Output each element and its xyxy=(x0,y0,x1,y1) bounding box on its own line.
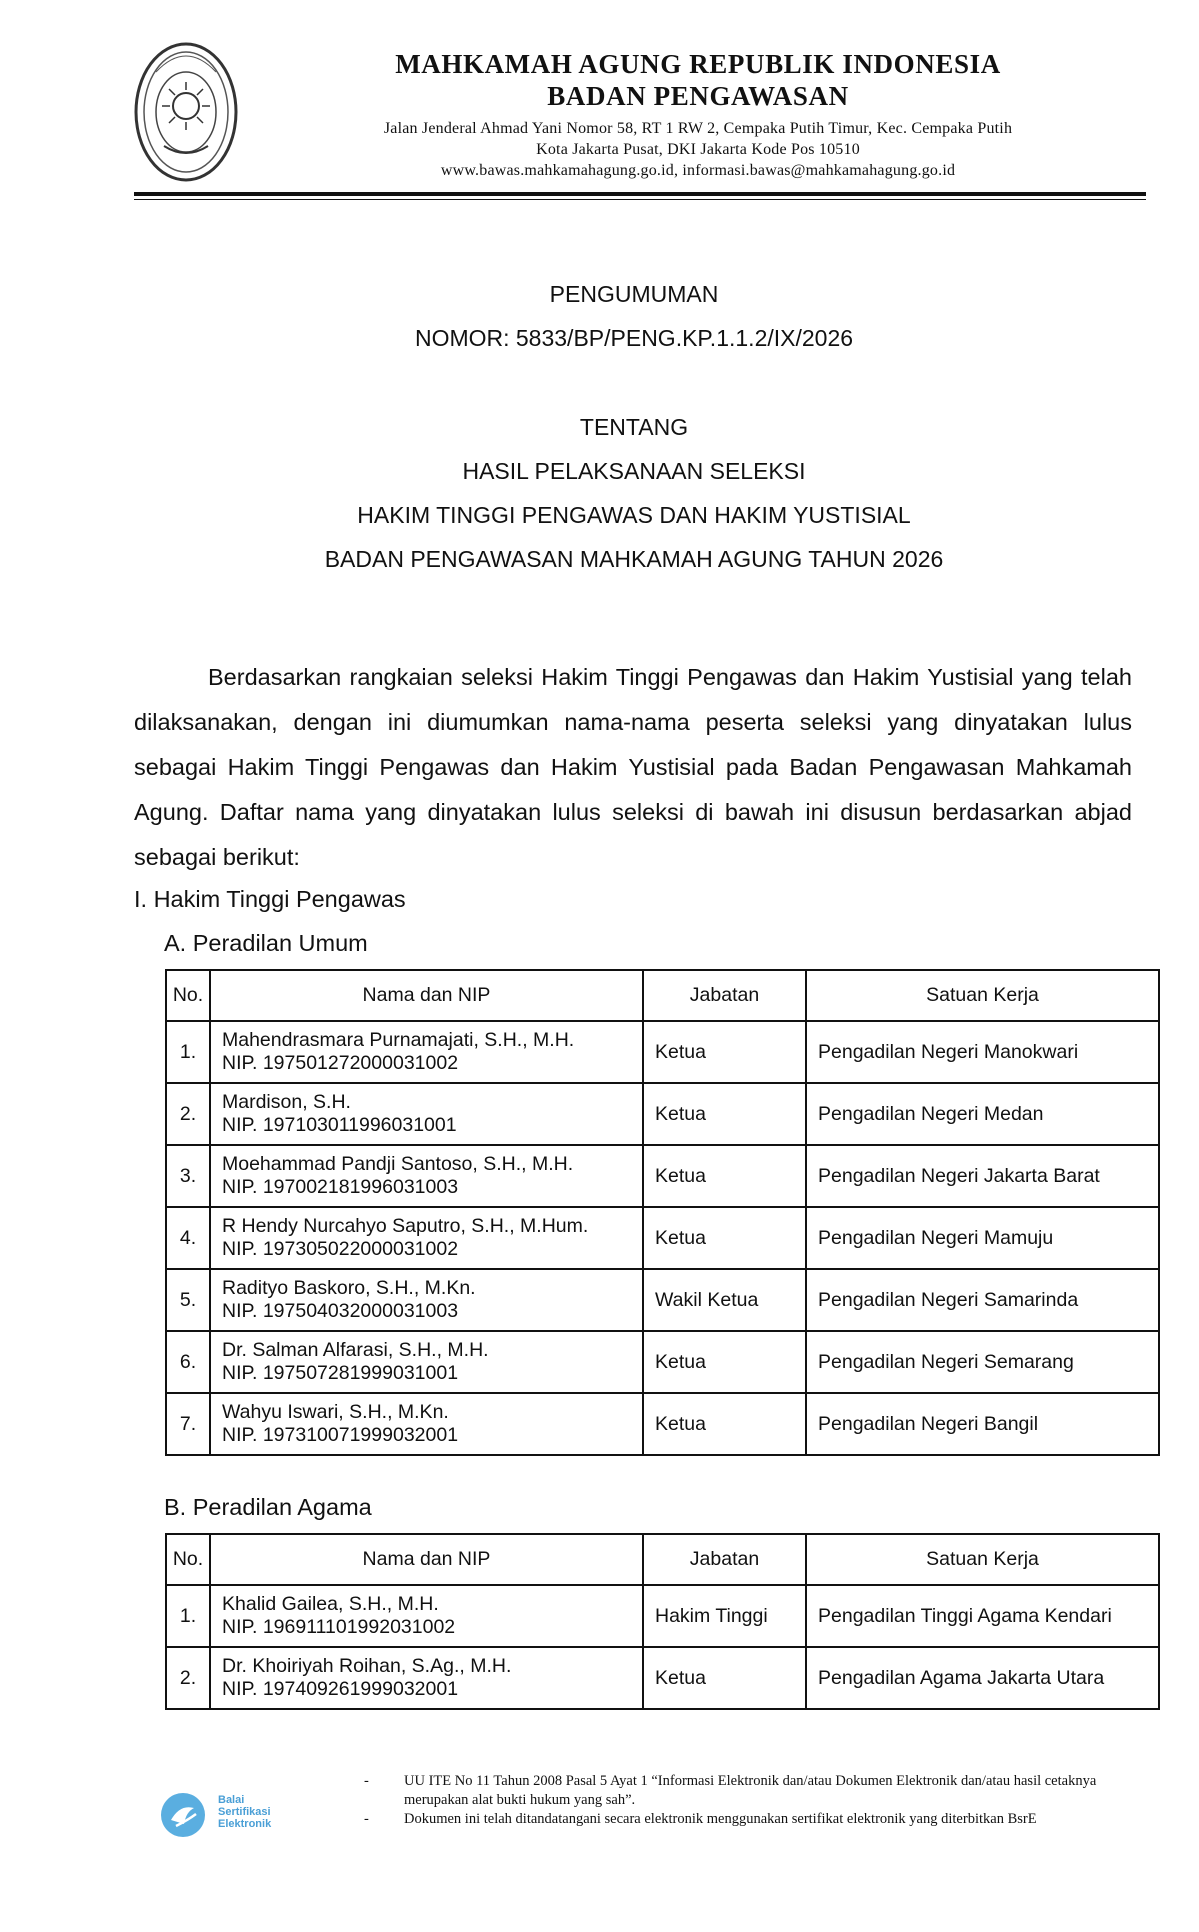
cell-nama-nip-text: Wahyu Iswari, S.H., M.Kn. xyxy=(222,1401,449,1423)
cell-nip-text: NIP. 197310071999032001 xyxy=(222,1424,459,1446)
cell-no-text: 7. xyxy=(179,1412,197,1435)
cell-no-text: 6. xyxy=(179,1350,197,1373)
subject-line-3: BADAN PENGAWASAN MAHKAMAH AGUNG TAHUN 2026 xyxy=(324,546,944,572)
table-header-row xyxy=(166,970,1159,1021)
cell-nip-text: NIP. 197305022000031002 xyxy=(222,1238,459,1260)
cell-jabatan xyxy=(643,1331,806,1393)
cell-nama-nip-text: Dr. Khoiriyah Roihan, S.Ag., M.H. xyxy=(222,1655,512,1677)
cell-nama-nip-text: R Hendy Nurcahyo Saputro, S.H., M.Hum. xyxy=(222,1215,589,1237)
bsre-text-line-1: Balai xyxy=(218,1794,245,1806)
cell-nama-nip xyxy=(210,1647,643,1709)
cell-nip-text: NIP. 197507281999031001 xyxy=(222,1362,459,1384)
cell-nip-text: NIP. 196911101992031002 xyxy=(222,1616,456,1638)
cell-jabatan-text: Ketua xyxy=(655,1226,706,1249)
subject-line-1: HASIL PELAKSANAAN SELEKSI xyxy=(462,458,806,484)
header-satuan: Satuan Kerja xyxy=(806,970,1159,1021)
letterhead-text xyxy=(250,48,1146,181)
cell-no xyxy=(166,1647,210,1709)
cell-satuan-kerja-text: Pengadilan Negeri Bangil xyxy=(818,1412,1039,1435)
cell-no xyxy=(166,1393,210,1455)
cell-no xyxy=(166,1269,210,1331)
cell-nama-nip-text: Khalid Gailea, S.H., M.H. xyxy=(222,1593,439,1615)
address-line-2: Kota Jakarta Pusat, DKI Jakarta Kode Pos 10510 xyxy=(536,141,860,158)
cell-jabatan-text: Wakil Ketua xyxy=(655,1288,759,1311)
letterhead-rule-thin xyxy=(134,199,1146,200)
cell-jabatan-text: Ketua xyxy=(655,1666,706,1689)
cell-jabatan-text: Hakim Tinggi xyxy=(655,1604,768,1627)
footer-note-1-text: UU ITE No 11 Tahun 2008 Pasal 5 Ayat 1 “Informasi Elektronik dan/atau Dokumen Elektronik dan/atau hasil cetaknya merupakan alat bukti hukum yang sah”. xyxy=(404,1773,1097,1808)
cell-nip-text: NIP. 197501272000031002 xyxy=(222,1052,459,1074)
cell-nama-nip-text: Radityo Baskoro, S.H., M.Kn. xyxy=(222,1277,476,1299)
cell-jabatan-text: Ketua xyxy=(655,1040,706,1063)
cell-nip-text: NIP. 197504032000031003 xyxy=(222,1300,459,1322)
header-satuan: Satuan Kerja xyxy=(806,1534,1159,1585)
table-peradilan-agama xyxy=(165,1533,1160,1710)
cell-jabatan xyxy=(643,1021,806,1083)
cell-jabatan xyxy=(643,1145,806,1207)
cell-satuan-kerja xyxy=(806,1585,1159,1647)
cell-nip-text: NIP. 197103011996031001 xyxy=(222,1114,457,1136)
cell-satuan-kerja xyxy=(806,1145,1159,1207)
cell-jabatan xyxy=(643,1585,806,1647)
cell-nip-text: NIP. 197002181996031003 xyxy=(222,1176,459,1198)
cell-jabatan-text: Ketua xyxy=(655,1350,706,1373)
cell-satuan-kerja xyxy=(806,1021,1159,1083)
cell-satuan-kerja xyxy=(806,1083,1159,1145)
table-row xyxy=(166,1647,1159,1709)
table-a-body xyxy=(166,1021,1159,1455)
footer-note-2-text: Dokumen ini telah ditandatangani secara elektronik menggunakan sertifikat elektronik yang diterbitkan BsrE xyxy=(404,1811,1037,1827)
institution-title: MAHKAMAH AGUNG REPUBLIK INDONESIA xyxy=(395,49,1001,79)
section-heading-I: I. Hakim Tinggi Pengawas xyxy=(134,886,406,912)
mahkamah-agung-seal-icon xyxy=(134,42,238,182)
table-row xyxy=(166,1145,1159,1207)
address-line-1: Jalan Jenderal Ahmad Yani Nomor 58, RT 1 RW 2, Cempaka Putih Timur, Kec. Cempaka Putih xyxy=(383,120,1013,137)
header-nama: Nama dan NIP xyxy=(210,1534,643,1585)
cell-no xyxy=(166,1207,210,1269)
cell-nama-nip xyxy=(210,1207,643,1269)
footer-note-1 xyxy=(360,1772,1120,1810)
table-row xyxy=(166,1585,1159,1647)
table-row xyxy=(166,1269,1159,1331)
cell-nama-nip xyxy=(210,1269,643,1331)
cell-jabatan xyxy=(643,1393,806,1455)
contact-line: www.bawas.mahkamahagung.go.id, informasi.bawas@mahkamahagung.go.id xyxy=(440,162,956,179)
cell-satuan-kerja-text: Pengadilan Negeri Jakarta Barat xyxy=(818,1164,1100,1187)
table-row xyxy=(166,1021,1159,1083)
footer-dash: - xyxy=(364,1811,369,1827)
cell-no-text: 4. xyxy=(179,1226,197,1249)
cell-nama-nip xyxy=(210,1021,643,1083)
letterhead-rule-thick xyxy=(134,192,1146,196)
header-jabatan: Jabatan xyxy=(643,1534,806,1585)
cell-nama-nip xyxy=(210,1393,643,1455)
header-jabatan: Jabatan xyxy=(643,970,806,1021)
cell-nama-nip-text: Dr. Salman Alfarasi, S.H., M.H. xyxy=(222,1339,489,1361)
table-row xyxy=(166,1207,1159,1269)
header-no: No. xyxy=(166,970,210,1021)
cell-no xyxy=(166,1083,210,1145)
cell-jabatan xyxy=(643,1083,806,1145)
header-no: No. xyxy=(166,1534,210,1585)
cell-satuan-kerja-text: Pengadilan Negeri Samarinda xyxy=(818,1288,1079,1311)
cell-no xyxy=(166,1331,210,1393)
cell-no-text: 2. xyxy=(179,1102,197,1125)
cell-no-text: 5. xyxy=(179,1288,197,1311)
institution-subtitle: BADAN PENGAWASAN xyxy=(547,81,849,111)
cell-satuan-kerja-text: Pengadilan Negeri Mamuju xyxy=(818,1226,1054,1249)
announcement-type: PENGUMUMAN xyxy=(549,281,719,307)
cell-no-text: 1. xyxy=(179,1040,197,1063)
cell-satuan-kerja xyxy=(806,1393,1159,1455)
cell-no xyxy=(166,1145,210,1207)
cell-nama-nip xyxy=(210,1083,643,1145)
cell-no-text: 3. xyxy=(179,1164,197,1187)
cell-satuan-kerja-text: Pengadilan Negeri Manokwari xyxy=(818,1040,1079,1063)
table-b-body xyxy=(166,1585,1159,1709)
table-peradilan-umum xyxy=(165,969,1160,1456)
cell-satuan-kerja-text: Pengadilan Negeri Semarang xyxy=(818,1350,1074,1373)
cell-nama-nip xyxy=(210,1331,643,1393)
announcement-subject xyxy=(134,405,1134,581)
cell-jabatan xyxy=(643,1647,806,1709)
table-header-row xyxy=(166,1534,1159,1585)
announcement-heading xyxy=(134,272,1134,360)
cell-jabatan-text: Ketua xyxy=(655,1412,706,1435)
subject-line-2: HAKIM TINGGI PENGAWAS DAN HAKIM YUSTISIAL xyxy=(357,502,911,528)
cell-nama-nip xyxy=(210,1145,643,1207)
bsre-text-line-2: Sertifikasi xyxy=(218,1806,271,1818)
footer-dash: - xyxy=(364,1773,369,1789)
subsection-heading-A: A. Peradilan Umum xyxy=(164,930,368,956)
cell-satuan-kerja-text: Pengadilan Tinggi Agama Kendari xyxy=(818,1604,1112,1627)
cell-nama-nip-text: Mahendrasmara Purnamajati, S.H., M.H. xyxy=(222,1029,575,1051)
announcement-number: NOMOR: 5833/BP/PENG.KP.1.1.2/IX/2026 xyxy=(414,325,854,351)
cell-jabatan xyxy=(643,1269,806,1331)
footer-notes xyxy=(360,1772,1120,1829)
cell-satuan-kerja xyxy=(806,1331,1159,1393)
cell-satuan-kerja xyxy=(806,1207,1159,1269)
cell-nama-nip-text: Moehammad Pandji Santoso, S.H., M.H. xyxy=(222,1153,574,1175)
cell-nama-nip-text: Mardison, S.H. xyxy=(222,1091,351,1113)
cell-no-text: 2. xyxy=(179,1666,197,1689)
cell-no-text: 1. xyxy=(179,1604,197,1627)
footer-note-2 xyxy=(360,1810,1120,1829)
subsection-heading-B: B. Peradilan Agama xyxy=(164,1494,372,1520)
cell-no xyxy=(166,1585,210,1647)
cell-satuan-kerja xyxy=(806,1647,1159,1709)
subject-about: TENTANG xyxy=(579,414,689,440)
letterhead xyxy=(134,40,1146,200)
cell-jabatan-text: Ketua xyxy=(655,1164,706,1187)
cell-satuan-kerja-text: Pengadilan Negeri Medan xyxy=(818,1102,1044,1125)
cell-no xyxy=(166,1021,210,1083)
table-row xyxy=(166,1083,1159,1145)
header-nama: Nama dan NIP xyxy=(210,970,643,1021)
cell-satuan-kerja xyxy=(806,1269,1159,1331)
bsre-text-line-3: Elektronik xyxy=(218,1818,272,1830)
table-row xyxy=(166,1393,1159,1455)
bsre-logo-text xyxy=(218,1794,271,1830)
cell-nama-nip xyxy=(210,1585,643,1647)
cell-jabatan xyxy=(643,1207,806,1269)
table-row xyxy=(166,1331,1159,1393)
cell-satuan-kerja-text: Pengadilan Agama Jakarta Utara xyxy=(818,1666,1105,1689)
body-paragraph: Berdasarkan rangkaian seleksi Hakim Tinggi Pengawas dan Hakim Yustisial yang telah dilaksanakan, dengan ini diumumkan nama-nama peserta seleksi yang dinyatakan lulus sebagai Hakim Tinggi Pengawas dan Hakim Yustisial pada Badan Pengawasan Mahkamah Agung. Daftar nama yang dinyatakan lulus seleksi di bawah ini disusun berdasarkan abjad sebagai berikut: xyxy=(134,664,1132,870)
cell-jabatan-text: Ketua xyxy=(655,1102,706,1125)
cell-nip-text: NIP. 197409261999032001 xyxy=(222,1678,459,1700)
